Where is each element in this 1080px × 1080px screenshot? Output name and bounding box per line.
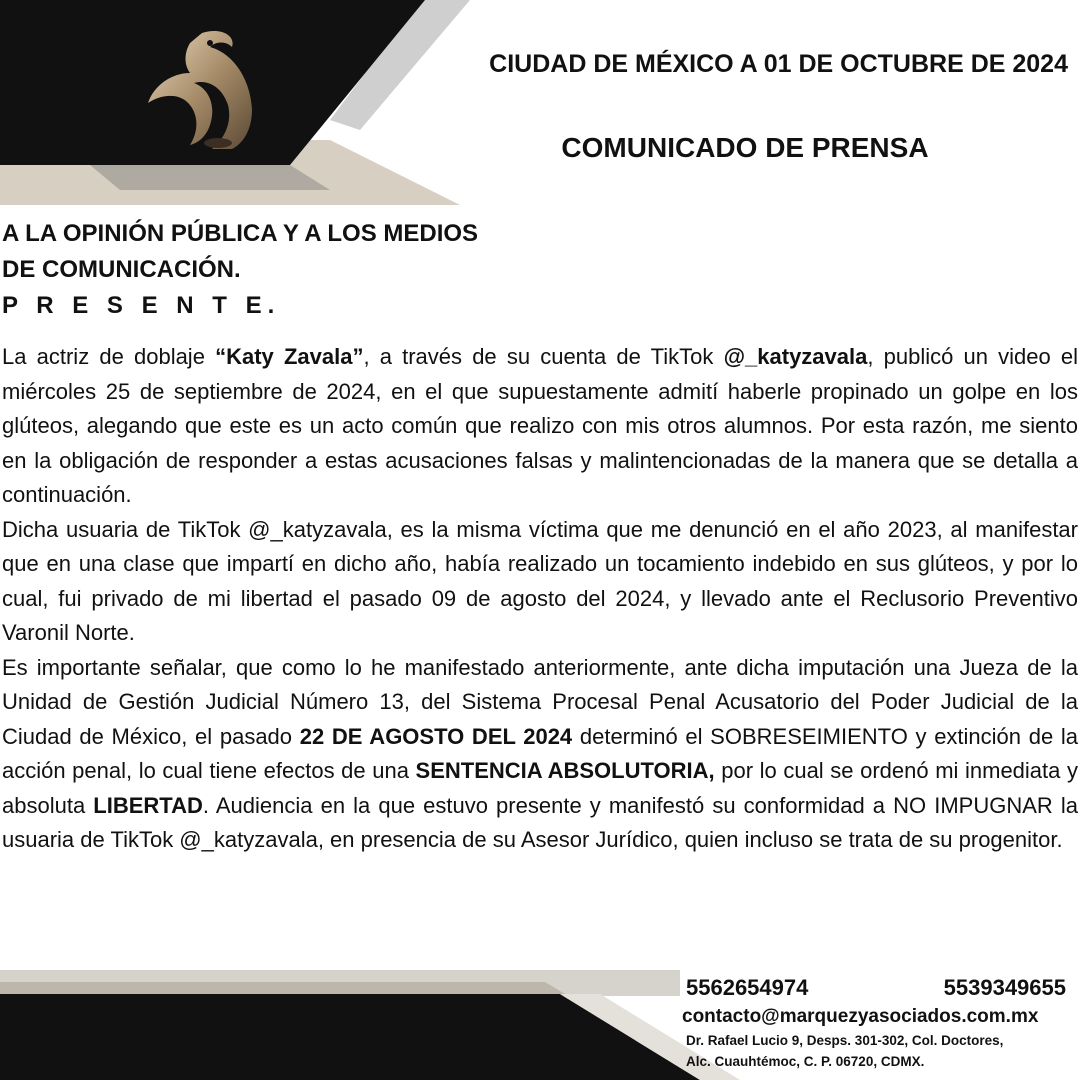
text-span: La actriz de doblaje [2,344,216,369]
statement-body [2,340,1078,858]
footer-beige-band [0,982,565,994]
ruling-date: 22 DE AGOSTO DEL 2024 [299,723,573,749]
addressee-line-1: A LA OPINIÓN PÚBLICA Y A LOS MEDIOS [2,220,479,247]
sentence-label: SENTENCIA ABSOLUTORIA, [415,758,715,783]
addressee-presente: P R E S E N T E. [2,292,281,319]
page-title: COMUNICADO DE PRENSA [561,132,929,163]
eagle-logo-icon [140,25,270,155]
paragraph-1 [2,340,1078,513]
date-line: CIUDAD DE MÉXICO A 01 DE OCTUBRE DE 2024 [489,50,1068,78]
text-span: . Audiencia en la que estuvo presente y manifestó su conformidad a NO IMPUGNAR la usuaria de TikTok @_katyzavala, en presencia de su Asesor Jurídico, quien incluso se trata de su progenitor. [2,792,1078,852]
email-link[interactable]: contacto@marquezyasociados.com.mx [682,1006,1039,1027]
paragraph-3 [2,651,1078,858]
address-line-2: Alc. Cuauhtémoc, C. P. 06720, CDMX. [686,1054,925,1069]
tiktok-handle: @_katyzavala [723,344,868,369]
phone-row [680,972,1078,1004]
address-line-1: Dr. Rafael Lucio 9, Desps. 301-302, Col. Doctores, [686,1033,1004,1048]
text-span: determinó el SOBRESEIMIENTO y extinción de la acción penal, lo cual tiene efectos de una [2,723,1078,783]
header-dark-gray-band [90,165,330,190]
contact-block [680,972,1078,1072]
liberty-label: LIBERTAD [93,792,203,818]
phone-number-2[interactable]: 5539349655 [943,975,1066,1000]
text-span: , publicó un video el miércoles 25 de septiembre de 2024, en el que supuestamente admití haberle propinado un golpe en los glúteos, alegando que este es un acto común que realizo con mis otros alumnos. Por esta razón, me siento en la obligación de responder a estas acusaciones falsas y malintencionadas de la manera que se detalla a continuación. [2,344,1079,507]
phone-number-1[interactable]: 5562654974 [686,975,809,1000]
text-span: Es importante señalar, que como lo he manifestado anteriormente, ante dicha imputación una Jueza de la Unidad de Gestión Judicial Número 13, del Sistema Procesal Penal Acusatorio del Poder Judicial de la Ciudad de México, el pasado [2,654,1078,749]
paragraph-2: Dicha usuaria de TikTok @_katyzavala, es la misma víctima que me denunció en el año 2023, al manifestar que en una clase que impartí en dicho año, había realizado un tocamiento indebido en sus glúteos, y por lo cual, fui privado de mi libertad el pasado 09 de agosto del 2024, y llevado ante el Reclusorio Preventivo Varonil Norte. [2,516,1078,645]
addressee-line-2: DE COMUNICACIÓN. [2,256,241,283]
text-span: , a través de su cuenta de TikTok [363,344,724,369]
actress-name: “Katy Zavala” [215,344,364,369]
addressee-block [2,216,642,324]
footer-decoration [0,970,760,1080]
text-span: por lo cual se ordenó mi inmediata y absoluta [2,758,1078,818]
